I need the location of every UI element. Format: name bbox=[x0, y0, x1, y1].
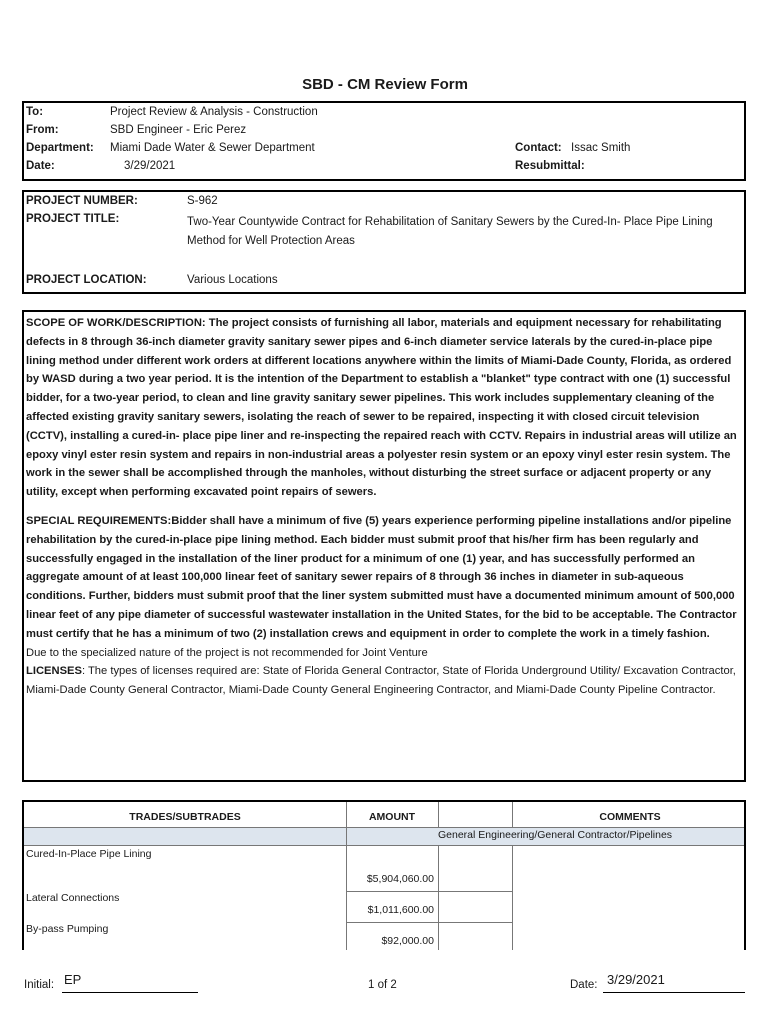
trades-header: TRADES/SUBTRADES bbox=[129, 811, 241, 823]
from-label: From: bbox=[26, 124, 59, 136]
joint-venture-note: Due to the specialized nature of the project is not recommended for Joint Venture bbox=[26, 646, 428, 659]
footer-date-value: 3/29/2021 bbox=[607, 972, 665, 987]
trade-row-1: Cured-In-Place Pipe Lining bbox=[26, 848, 152, 860]
project-title-value: Two-Year Countywide Contract for Rehabilitation of Sanitary Sewers by the Cured-In- Place Pipe Lining Method for Well Protection Areas bbox=[187, 216, 713, 247]
scope-content bbox=[26, 314, 742, 700]
from-value: SBD Engineer - Eric Perez bbox=[110, 124, 247, 136]
page-number: 1 of 2 bbox=[368, 979, 397, 991]
initial-value: EP bbox=[64, 972, 82, 987]
form-title: SBD - CM Review Form bbox=[302, 76, 468, 93]
trade-row-2: Lateral Connections bbox=[26, 892, 120, 904]
scope-description: SCOPE OF WORK/DESCRIPTION: The project consists of furnishing all labor, materials and equipment necessary for rehabilitating defects in 8 through 36-inch diameter gravity sanitary sewer pipes and 6-inch diameter service laterals by the cured-in-place pipe lining method under different work orders at different locations anywhere within the limits of Miami-Dade County, Florida, as ordered by WASD during a two year period. It is the intention of the Department to establish a "blanket" type contract with one (1) successful bidder, for a two-year period, to clean and line gravity sanitary sewer pipelines. This work includes supplementary cleaning of the affected existing gravity sanitary sewers, isolating the reach of sewer to be repaired, inspecting it with closed circuit television (CCTV), installing a cured-in- place pipe liner and re-inspecting the repaired reach with CCTV. Repairs in industrial areas will utilize an epoxy vinyl ester resin system and repairs in non-industrial areas a polyester resin system or an epoxy vinyl ester resin system. The work in the sewer shall be accomplished through the manholes, without disturbing the street surface or adjacent property or any utility, except when performing excavated point repairs of sewers. bbox=[26, 317, 737, 499]
col-divider-comments bbox=[512, 846, 513, 950]
project-number-label: PROJECT NUMBER: bbox=[26, 195, 138, 207]
initial-label: Initial: bbox=[24, 979, 55, 991]
special-requirements: SPECIAL REQUIREMENTS:Bidder shall have a minimum of five (5) years experience performing pipeline installations and/or pipeline rehabilitation by the cured-in-place pipe lining method. Each bidder must submit proof that his/her firm has been regularly and successfully engaged in the installation of the liner product for a minimum of one (1) year, and has successfully performed an aggregate amount of at least 100,000 linear feet of sanitary sewer repairs of 8 through 36 inches in diameter in sub-aqueous conditions. Further, bidders must submit proof that the liner system submitted must have a documented minimum amount of 500,000 linear feet of any pipe diameter of successful wastewater installation in the United States, for the bid to be acceptable. The Contractor must certify that he has a minimum of two (2) installation crews and equipment in order to complete the work in a timely fashion. bbox=[26, 514, 737, 640]
header-box bbox=[22, 101, 746, 181]
date-value: 3/29/2021 bbox=[124, 160, 176, 172]
amount-row-1: $5,904,060.00 bbox=[366, 873, 434, 885]
col-divider-comments-top bbox=[512, 802, 513, 827]
amount-header: AMOUNT bbox=[368, 811, 416, 823]
contact-value: Issac Smith bbox=[571, 142, 631, 154]
resubmittal-label: Resubmittal: bbox=[515, 160, 585, 172]
amount-row-2: $1,011,600.00 bbox=[367, 904, 434, 916]
row-divider-1 bbox=[346, 891, 512, 892]
date-label: Date: bbox=[26, 160, 55, 172]
row-divider-2 bbox=[346, 922, 512, 923]
licenses-text: : The types of licenses required are: State of Florida General Contractor, State of Florida Underground Utility/ Excavation Contractor, Miami-Dade County General Contractor, Miami-Dade County General Engineering Contractor, and Miami-Dade County Pipeline Contractor. bbox=[26, 665, 736, 697]
col-divider-extra-top bbox=[438, 802, 439, 827]
contact-label: Contact: bbox=[515, 142, 562, 154]
col-divider-extra bbox=[438, 846, 439, 950]
project-location-value: Various Locations bbox=[187, 274, 278, 286]
trade-row-3: By-pass Pumping bbox=[26, 923, 109, 935]
category-comment: General Engineering/General Contractor/Pipelines bbox=[438, 829, 673, 841]
scope-box bbox=[22, 310, 746, 782]
licenses-label: LICENSES bbox=[26, 665, 82, 678]
footer-date-label: Date: bbox=[570, 979, 598, 991]
footer-date-line bbox=[603, 992, 745, 993]
comments-header: COMMENTS bbox=[599, 811, 661, 823]
trades-table bbox=[22, 800, 746, 950]
initial-line bbox=[62, 992, 198, 993]
department-label: Department: bbox=[26, 142, 94, 154]
amount-row-3: $92,000.00 bbox=[381, 935, 434, 947]
project-location-label: PROJECT LOCATION: bbox=[26, 274, 147, 286]
licenses-paragraph bbox=[26, 662, 742, 700]
to-label: To: bbox=[26, 106, 44, 118]
to-value: Project Review & Analysis - Construction bbox=[110, 106, 318, 118]
project-box bbox=[22, 190, 746, 294]
department-value: Miami Dade Water & Sewer Department bbox=[110, 142, 315, 154]
project-title-label: PROJECT TITLE: bbox=[26, 213, 120, 225]
project-number-value: S-962 bbox=[187, 195, 218, 207]
